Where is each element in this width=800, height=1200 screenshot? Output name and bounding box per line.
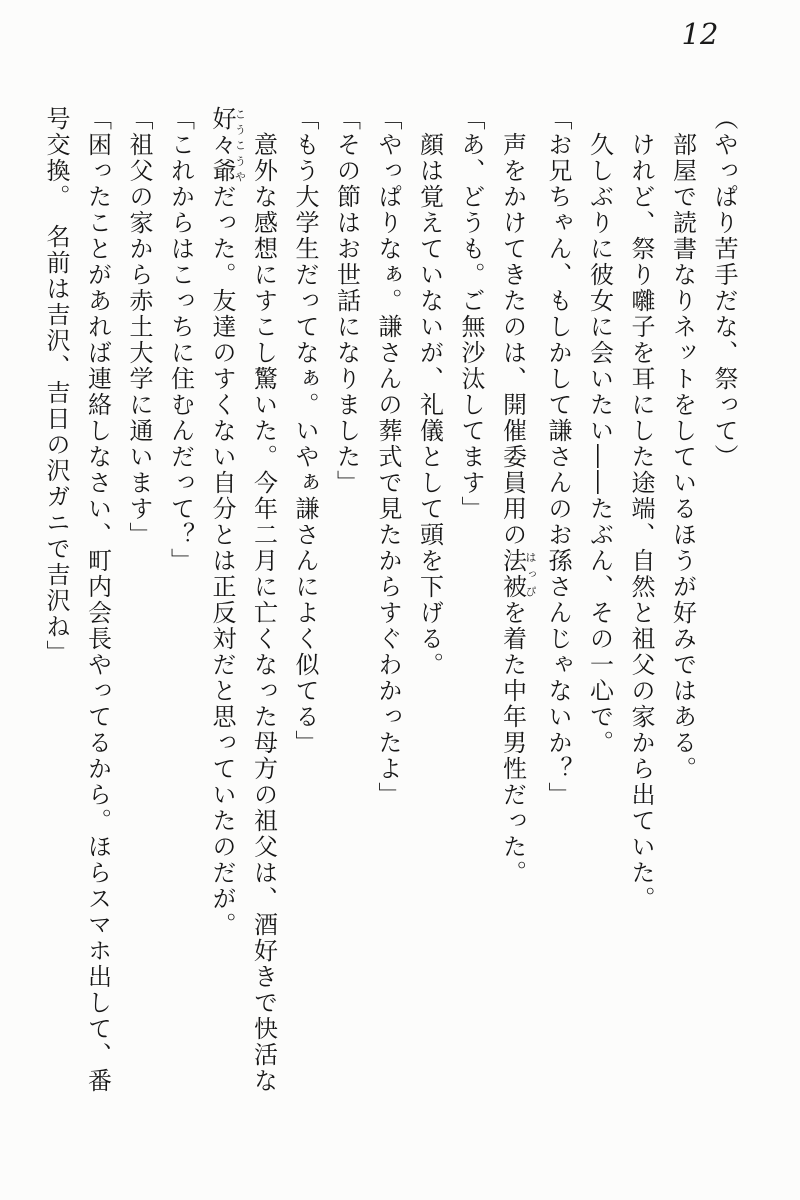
paragraph: けれど、祭り囃子を耳にした途端、自然と祖父の家から出ていた。 (627, 132, 655, 912)
ruby-reading: こうこうや (233, 106, 247, 184)
ruby-annotated-word: 好々爺こうこうや (208, 106, 247, 184)
paragraph: 「お兄ちゃん、もしかして謙さんのお孫さんじゃないか？」 (544, 106, 572, 808)
text-block (35, 106, 745, 1106)
paragraph: 「困ったことがあれば連絡しなさい、町内会長やってるから。ほらスマホ出して、番号交換。 名前は吉沢、吉日の沢ガニで吉沢ね」 (42, 106, 112, 1094)
paragraph: 「もう大学生だってなぁ。いやぁ謙さんによく似てる」 (291, 106, 319, 756)
paragraph: 「あ、どうも。ご無沙汰してます」 (457, 106, 485, 522)
paragraph: 意外な感想にすこし驚いた。今年二月に亡くなった母方の祖父は、酒好きで快活な好々爺こうこうやだった。友達のすくない自分とは正反対だと思っていたのだが。 (208, 106, 278, 1094)
ruby-annotated-word: 法被はっぴ (498, 548, 537, 600)
paragraph: 「これからはこっちに住むんだって？」 (166, 106, 195, 574)
paragraph: 部屋で読書なりネットをしているほうが好みではある。 (668, 132, 697, 782)
paragraph: 「やっぱりなぁ。謙さんの葬式で見たからすぐわかったよ」 (374, 106, 402, 808)
page-number: 12 (681, 17, 719, 51)
paragraph: 「祖父の家から赤土大学に通います」 (125, 106, 153, 548)
paragraph: 声をかけてきたのは、開催委員用の法被はっぴを着た中年男性だった。 (498, 132, 537, 886)
paragraph: 久しぶりに彼女に会いたい――たぶん、その一心で。 (585, 132, 614, 756)
paragraph: 「その節はお世話になりました」 (332, 106, 361, 496)
paragraph: （やっぱり苦手だな、祭って） (710, 106, 738, 470)
ruby-reading: はっぴ (524, 548, 537, 600)
paragraph: 顔は覚えていないが、礼儀として頭を下げる。 (415, 132, 444, 678)
